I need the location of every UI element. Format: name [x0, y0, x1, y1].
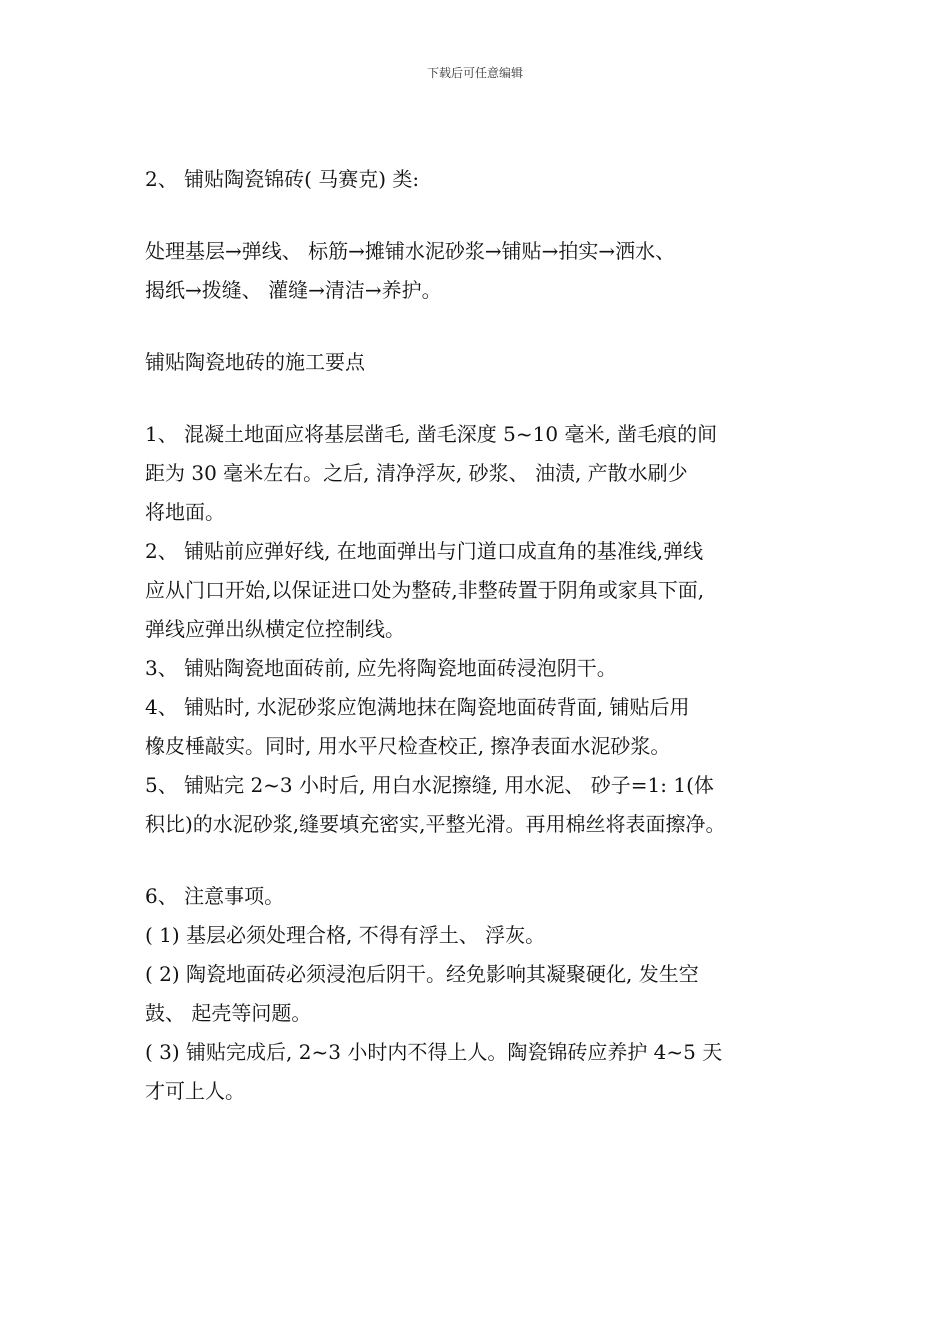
note-line: ( 2) 陶瓷地面砖必须浸泡后阴干。经免影响其凝聚硬化, 发生空 — [145, 962, 699, 986]
paragraph-line: 弹线应弹出纵横定位控制线。 — [145, 617, 405, 641]
process-line: 处理基层→弹线、 标筋→摊铺水泥砂浆→铺贴→拍实→洒水、 — [145, 239, 676, 263]
note-line: ( 3) 铺贴完成后, 2~3 小时内不得上人。陶瓷锦砖应养护 4~5 天 — [145, 1040, 723, 1064]
section-title-floor-tile: 铺贴陶瓷地砖的施工要点 — [145, 350, 365, 374]
section-title-notes: 6、 注意事项。 — [145, 884, 285, 908]
paragraph-line: 距为 30 毫米左右。之后, 清净浮灰, 砂浆、 油渍, 产散水刷少 — [145, 461, 688, 485]
paragraph-line: 4、 铺贴时, 水泥砂浆应饱满地抹在陶瓷地面砖背面, 铺贴后用 — [145, 695, 690, 719]
page-header: 下载后可任意编辑 — [426, 66, 523, 80]
section-title-mosaic: 2、 铺贴陶瓷锦砖( 马赛克) 类: — [145, 167, 420, 191]
paragraph-line: 橡皮棰敲实。同时, 用水平尺检查校正, 擦净表面水泥砂浆。 — [145, 734, 671, 758]
note-line: 才可上人。 — [145, 1079, 245, 1103]
paragraph-line: 应从门口开始,以保证进口处为整砖,非整砖置于阴角或家具下面, — [145, 578, 705, 602]
paragraph-line: 2、 铺贴前应弹好线, 在地面弹出与门道口成直角的基准线,弹线 — [145, 539, 704, 563]
paragraph-line: 3、 铺贴陶瓷地面砖前, 应先将陶瓷地面砖浸泡阴干。 — [145, 656, 617, 680]
document-body — [145, 160, 845, 1111]
process-line: 揭纸→拨缝、 灌缝→清洁→养护。 — [145, 278, 442, 302]
note-line: ( 1) 基层必须处理合格, 不得有浮土、 浮灰。 — [145, 923, 546, 947]
note-line: 鼓、 起壳等问题。 — [145, 1001, 312, 1025]
paragraph-line: 积比)的水泥砂浆,缝要填充密实,平整光滑。再用棉丝将表面擦净。 — [145, 812, 726, 836]
paragraph-line: 将地面。 — [145, 500, 225, 524]
paragraph-line: 5、 铺贴完 2~3 小时后, 用白水泥擦缝, 用水泥、 砂子=1: 1(体 — [145, 773, 714, 797]
paragraph-line: 1、 混凝土地面应将基层凿毛, 凿毛深度 5~10 毫米, 凿毛痕的间 — [145, 422, 718, 446]
